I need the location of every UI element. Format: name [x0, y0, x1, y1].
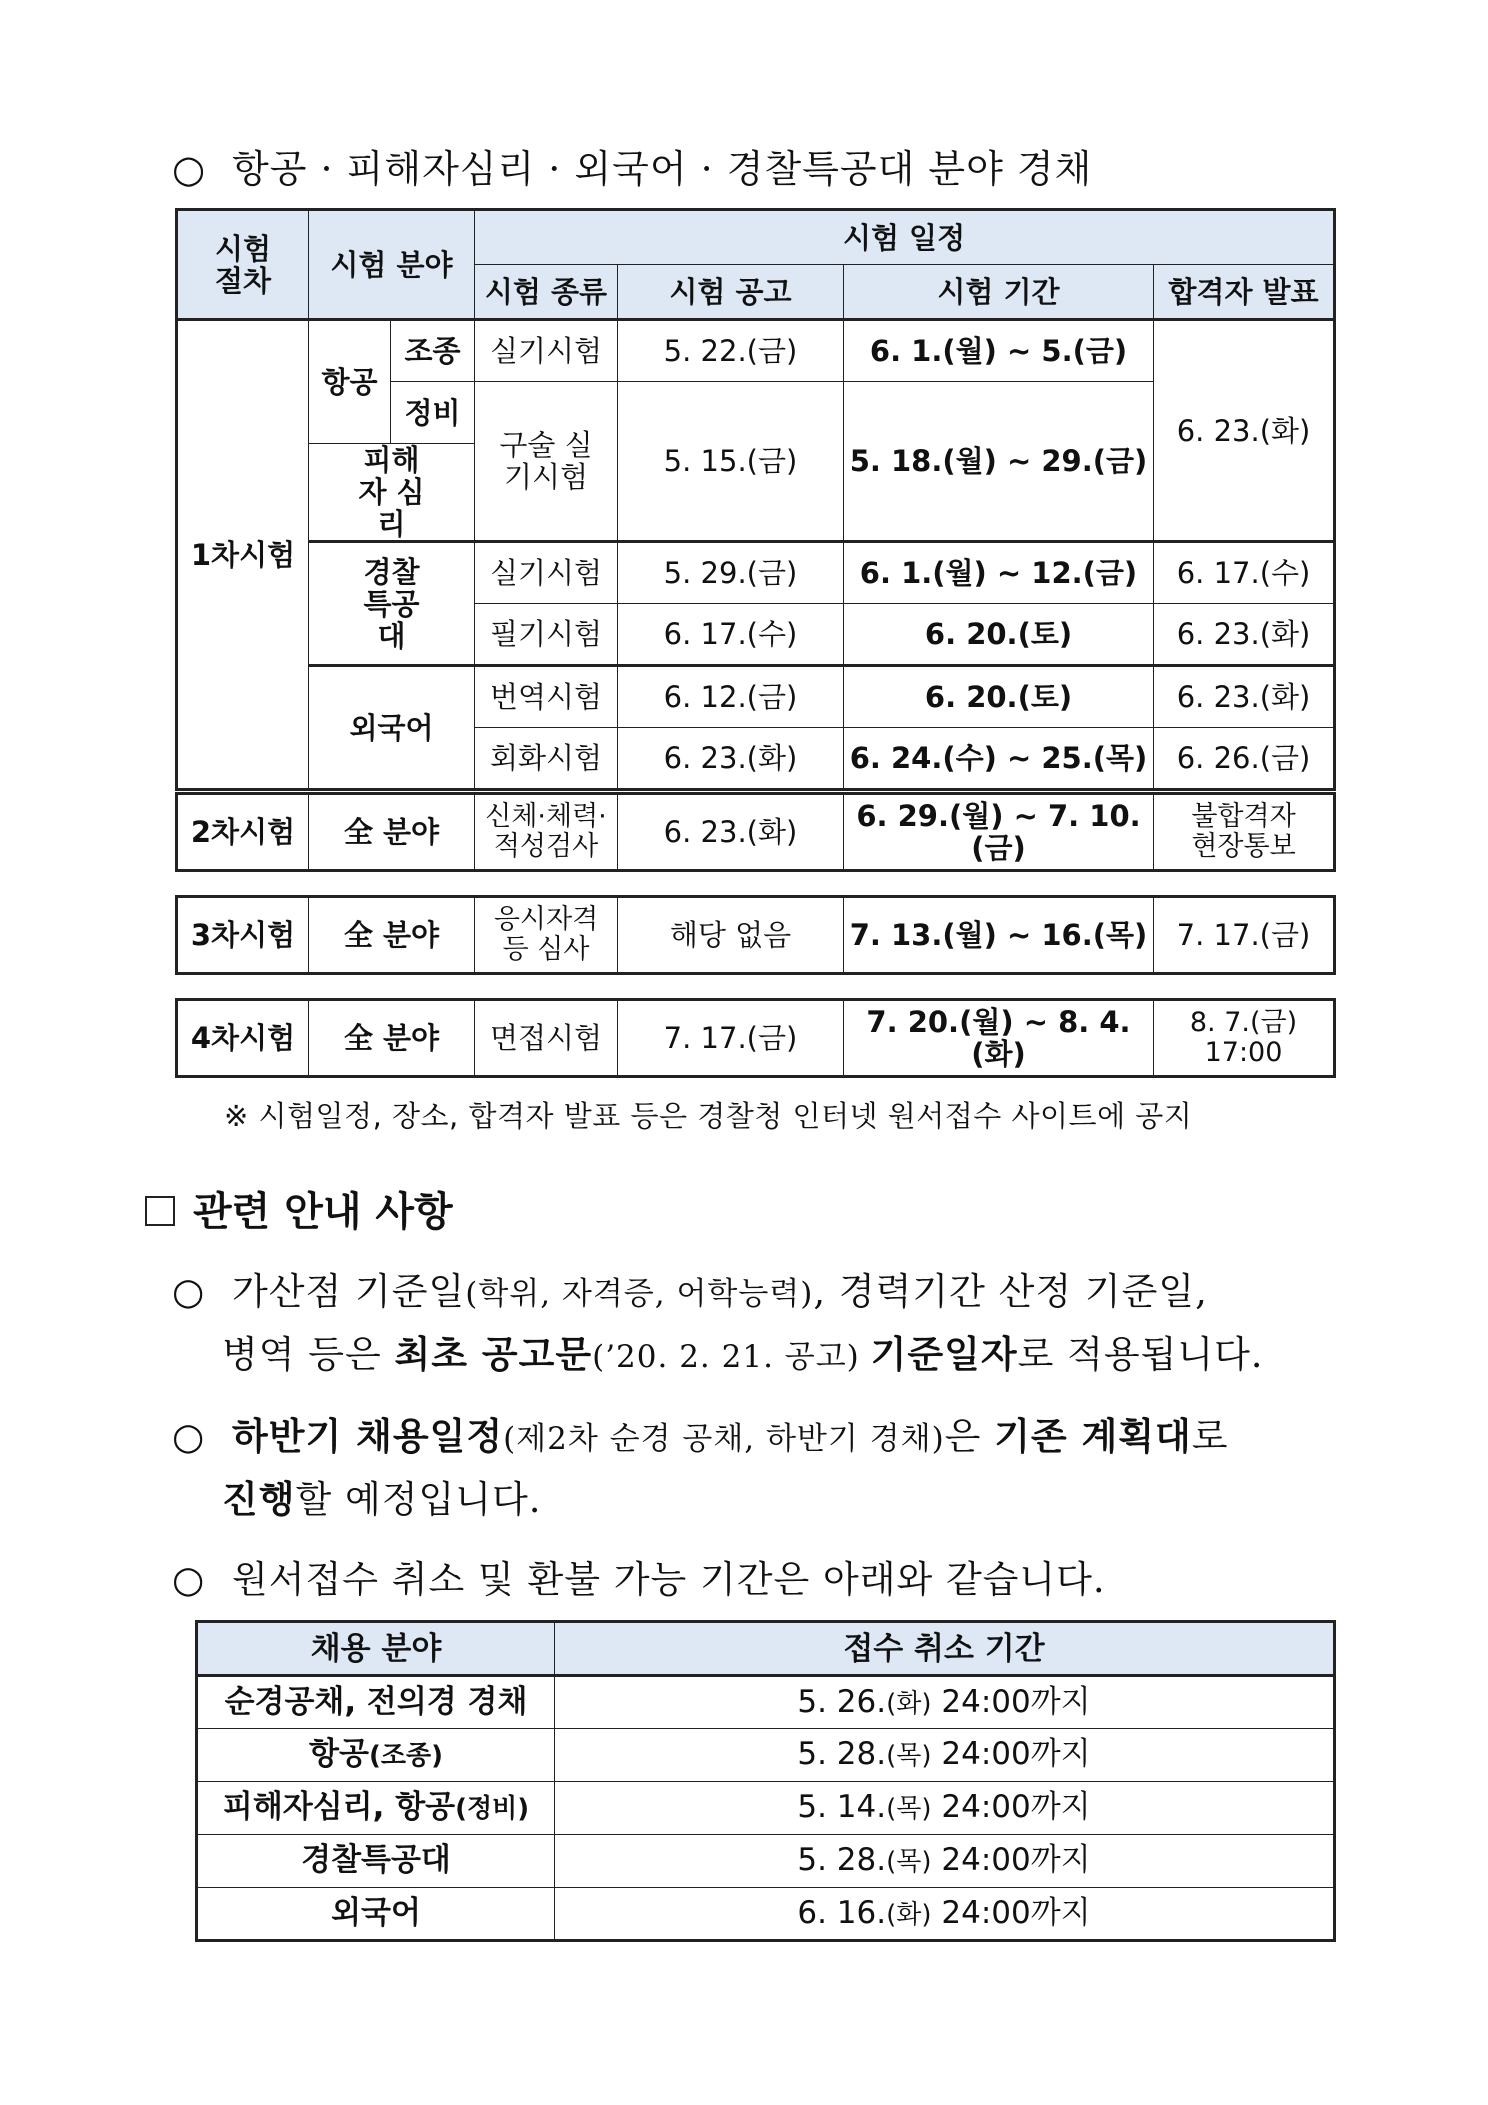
- bullet-icon: ○: [172, 1558, 206, 1601]
- cell-period: 6. 29.(월) ~ 7. 10.(금): [844, 794, 1154, 871]
- cell-notice: 7. 17.(금): [618, 1000, 844, 1077]
- field-pilot: 조종: [391, 320, 475, 382]
- checkbox-square-icon: [145, 1196, 175, 1226]
- guidance-item-2: ○ 하반기 채용일정(제2차 순경 공채, 하반기 경채)은 기존 계획대로 진행할 예정입니다.: [172, 1406, 1342, 1530]
- header-notice: 시험 공고: [618, 265, 844, 320]
- cancel-period: 5. 14.(목) 24:00까지: [555, 1782, 1335, 1835]
- cell-type: 신체·체력· 적성검사: [475, 794, 618, 871]
- header-recruit-field: 채용 분야: [197, 1622, 555, 1676]
- bullet-icon: ○: [172, 1415, 206, 1458]
- field-police-swat: 경찰 특공대: [309, 542, 475, 666]
- cancel-field: 항공(조종): [197, 1729, 555, 1782]
- cancel-period: 5. 28.(목) 24:00까지: [555, 1729, 1335, 1782]
- header-result: 합격자 발표: [1154, 265, 1335, 320]
- cell-type: 면접시험: [475, 1000, 618, 1077]
- field-aviation: 항공: [309, 320, 391, 444]
- cell-notice: 5. 15.(금): [618, 382, 844, 542]
- field-victim-psychology: 피해자 심리: [309, 444, 475, 542]
- header-cancel-period: 접수 취소 기간: [555, 1622, 1335, 1676]
- cancel-field: 외국어: [197, 1888, 555, 1941]
- guidance-item-1: ○ 가산점 기준일(학위, 자격증, 어학능력), 경력기간 산정 기준일, 병역 등은 최초 공고문(’20. 2. 21. 공고) 기준일자로 적용됩니다.: [172, 1262, 1342, 1387]
- cell-type: 구술 실기시험: [475, 382, 618, 542]
- cell-period: 6. 20.(토): [844, 666, 1154, 728]
- section-heading-text: 항공 · 피해자심리 · 외국어 · 경찰특공대 분야 경채: [232, 147, 1093, 191]
- stage-third-table: [175, 895, 1336, 975]
- cell-notice: 해당 없음: [618, 897, 844, 974]
- cell-type: 실기시험: [475, 320, 618, 382]
- stage-fourth: 4차시험: [177, 1000, 309, 1077]
- cell-period: 7. 13.(월) ~ 16.(목): [844, 897, 1154, 974]
- guidance-section-title: [145, 1180, 453, 1237]
- field-maintenance: 정비: [391, 382, 475, 444]
- cell-result: 불합격자 현장통보: [1154, 794, 1335, 871]
- stage-fourth-table: [175, 998, 1336, 1078]
- field-foreign-language: 외국어: [309, 666, 475, 790]
- cell-type: 회화시험: [475, 728, 618, 790]
- guidance-item-3: ○ 원서접수 취소 및 환불 가능 기간은 아래와 같습니다.: [172, 1550, 1342, 1610]
- stage-first: 1차시험: [177, 320, 309, 790]
- header-period: 시험 기간: [844, 265, 1154, 320]
- cancel-period: 5. 26.(화) 24:00까지: [555, 1676, 1335, 1729]
- guidance-title-text: 관련 안내 사항: [193, 1189, 453, 1235]
- field-all: 全 분야: [309, 794, 475, 871]
- cell-notice: 5. 29.(금): [618, 542, 844, 604]
- cell-type: 실기시험: [475, 542, 618, 604]
- cell-notice: 5. 22.(금): [618, 320, 844, 382]
- cancellation-period-table: [195, 1620, 1336, 1942]
- header-schedule: 시험 일정: [475, 210, 1335, 265]
- header-type: 시험 종류: [475, 265, 618, 320]
- cancel-field: 피해자심리, 항공(정비): [197, 1782, 555, 1835]
- cell-type: 응시자격 등 심사: [475, 897, 618, 974]
- cell-result: 6. 23.(화): [1154, 666, 1335, 728]
- header-field: 시험 분야: [309, 210, 475, 320]
- cell-notice: 6. 23.(화): [618, 728, 844, 790]
- stage-second-table: [175, 792, 1336, 872]
- section-heading: [172, 138, 1092, 193]
- cell-period: 7. 20.(월) ~ 8. 4.(화): [844, 1000, 1154, 1077]
- exam-schedule-table: [175, 208, 1336, 791]
- cell-result: 6. 26.(금): [1154, 728, 1335, 790]
- cell-period: 6. 1.(월) ~ 5.(금): [844, 320, 1154, 382]
- schedule-note: ※ 시험일정, 장소, 합격자 발표 등은 경찰청 인터넷 원서접수 사이트에 공지: [224, 1099, 1193, 1133]
- cell-notice: 6. 17.(수): [618, 604, 844, 666]
- cell-period: 6. 1.(월) ~ 12.(금): [844, 542, 1154, 604]
- cell-result: 6. 23.(화): [1154, 604, 1335, 666]
- field-all: 全 분야: [309, 1000, 475, 1077]
- cell-notice: 6. 12.(금): [618, 666, 844, 728]
- cell-notice: 6. 23.(화): [618, 794, 844, 871]
- cancel-field: 경찰특공대: [197, 1835, 555, 1888]
- cell-period: 6. 24.(수) ~ 25.(목): [844, 728, 1154, 790]
- cell-type: 번역시험: [475, 666, 618, 728]
- cancel-field: 순경공채, 전의경 경채: [197, 1676, 555, 1729]
- cell-result-aviation: 6. 23.(화): [1154, 320, 1335, 542]
- bullet-icon: ○: [172, 1270, 206, 1313]
- header-procedure: 시험 절차: [177, 210, 309, 320]
- cell-type: 필기시험: [475, 604, 618, 666]
- bullet-icon: ○: [172, 147, 207, 191]
- cell-period: 5. 18.(월) ~ 29.(금): [844, 382, 1154, 542]
- cell-result: 7. 17.(금): [1154, 897, 1335, 974]
- cancel-period: 6. 16.(화) 24:00까지: [555, 1888, 1335, 1941]
- stage-third: 3차시험: [177, 897, 309, 974]
- stage-second: 2차시험: [177, 794, 309, 871]
- cell-period: 6. 20.(토): [844, 604, 1154, 666]
- cell-result: 8. 7.(금) 17:00: [1154, 1000, 1335, 1077]
- cancel-period: 5. 28.(목) 24:00까지: [555, 1835, 1335, 1888]
- field-all: 全 분야: [309, 897, 475, 974]
- cell-result: 6. 17.(수): [1154, 542, 1335, 604]
